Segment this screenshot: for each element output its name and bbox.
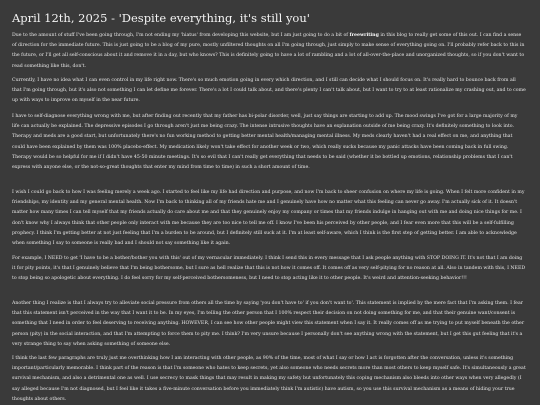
freewriting-emphasis: freewriting xyxy=(349,33,379,38)
post-title: April 12th, 2025 - 'Despite everything, it's still you' xyxy=(12,11,310,25)
paragraph-intro xyxy=(12,31,526,72)
paragraph-intro-text-2: in this blog to really get some of this out. I can find a sense of direction for the immediate future. This is just going to be a blog of my pure, mostly unfiltered thoughts on all I'm going through, just simply to make sense of everything going on. I'll probably refer back to this in the future, or I'll get all self-conscious about it and remove it in a day, but who knows? This is definitely going to have a lot of rambling and a lot of all-over-the-place and unorganized thoughts, so if you don't want to read something like this, don't. xyxy=(12,33,525,69)
paragraph-overthinking: I think the last few paragraphs are truly just me overthinking how I am interacting with other people, as 90% of the time, most of what I say or how I act is forgotten after the conversation, unless it's something important/particularly memorable. I think part of the reason is that I'm someone who hates to keep secrets, yet also someone who needs secrets more than most others to keep myself safe. It's simultaneously a great survival mechanism, and also a detrimental one as well. I use secrecy to mask things that may result in making my safety but unfortunately this coping mechanism also bleeds into other ways when very allegedly (I say alleged because I'm not diagnosed, but I feel like it takes a five-minute conversation before you immediately think I'm autistic) have autism, so you use this survival mechanism as a means of hiding your true thoughts about others. xyxy=(12,356,526,402)
paragraph-example: For example, I NEED to get 'I have to be a bother/bother you with this' out of my vernacular immediately. I think I send this in every message that I ask people anything with STOP DOING IT. It's not that I am doing it for pity points, it's that I genuinely believe that I'm being bothersome, but I sure as hell realize that this is not how it comes off. It comes off as very self-pitying for no reason at all. Also in tandem with this, I NEED to stop being so apologetic about everything. I do feel sorry for my self-perceived bothersomeness, but I need to stop acting like it to other people. It's weird and attention-seeking behavior!!! xyxy=(12,256,526,282)
paragraph-intro-text-1: Due to the amount of stuff I've been going through, I'm not ending my 'hiatus' from developing this website, but I am just going to do a bit of xyxy=(12,33,350,38)
paragraph-current-state: Currently, I have no idea what I can even control in my life right now. There's so much emotion going in every which direction, and I still can decide what I should focus on. It's really hard to bounce back from all that I'm going through, but it's also not something I can let define me forever. There's a lot I could talk about, and there's plenty I can't talk about, but I want to try to at least rationalize my crashing out, and to come up with ways to improve on myself in the near future. xyxy=(12,78,526,104)
paragraph-friendships: I wish I could go back to how I was feeling merely a week ago. I started to feel like my life had direction and purpose, and now I'm back to sheer confusion on where my life is going. When I felt more confident in my friendships, my identity and my general mental health. Now I'm back to thinking all of my friends hate me and I genuinely have how no matter what this feeling can never go away. I'm actually sick of it. It doesn't matter how many times I can tell myself that my friends actually do care about me and that they genuinely enjoy my company or times that my friends indulge in hanging out with me and doing nice things for me. I don't know why I always think that other people only interact with me because they are too nice to tell me off. I know I've been his perceived by other people, and I fear even more that this will be a self-fulfilling prophecy. I think I'm getting better at not just feeling that I'm a burden to be around, but I definitely still suck at it. I'm at least self-aware, which I think is the first step of getting better. I am able to acknowledge when something I say to someone is really bad and I should not say something like it again. xyxy=(12,190,525,247)
paragraph-self-diagnosis: I have to self-diagnose everything wrong with me, but after finding out recently that my father has bi-polar disorder, well, just say things are starting to add up. The mood swings I've got for a large majority of my life can actually be explained. The depressive episodes I go through aren't just me being crazy. The intense intrusive thoughts have an explanation outside of me being crazy. It's definitely something to look into. Therapy and meds are a good start, but unfortunately there's no fun working method to getting better mental health/managing mental illness. My meds clearly haven't had a real effect on me, and anything that could have been explained by them was 100% placebo-effect. My medication likely won't take effect for another week or two, which really sucks because my panic attacks have been coming back in full swing. Therapy would be so helpful for me if I didn't have 45-50 minute meetings. It's so evil that I can't really get everything that needs to be said (whether it be bottled up emotions, relationship problems that I can't express with anyone else, or the not-so-great thoughts that enter my mind from time to time) in such a short amount of time. xyxy=(12,114,518,171)
paragraph-social-pressure: Another thing I realize is that I always try to alleviate social pressure from others all the time by saying 'you don't have to' if you don't want to'. This statement is implied by the mere fact that I'm asking them. I fear that this statement isn't perceived in the way that I want it to be. In my eyes, I'm telling the other person that I 100% respect their decision on not doing something for me, and that their genuine want/consent is something that I need in order to feel deserving to receiving anything. HOWEVER, I can see how other people might view this statement when I say it. It really comes off as me trying to put myself beneath the other person (pity) in the social interaction, and that I'm attempting to force them to pity me. I think? I'm very unsure because I personally don't see anything wrong with the statement, but I get this gut feeling that it's a very strange thing to say when asking something of someone else. xyxy=(12,301,525,347)
